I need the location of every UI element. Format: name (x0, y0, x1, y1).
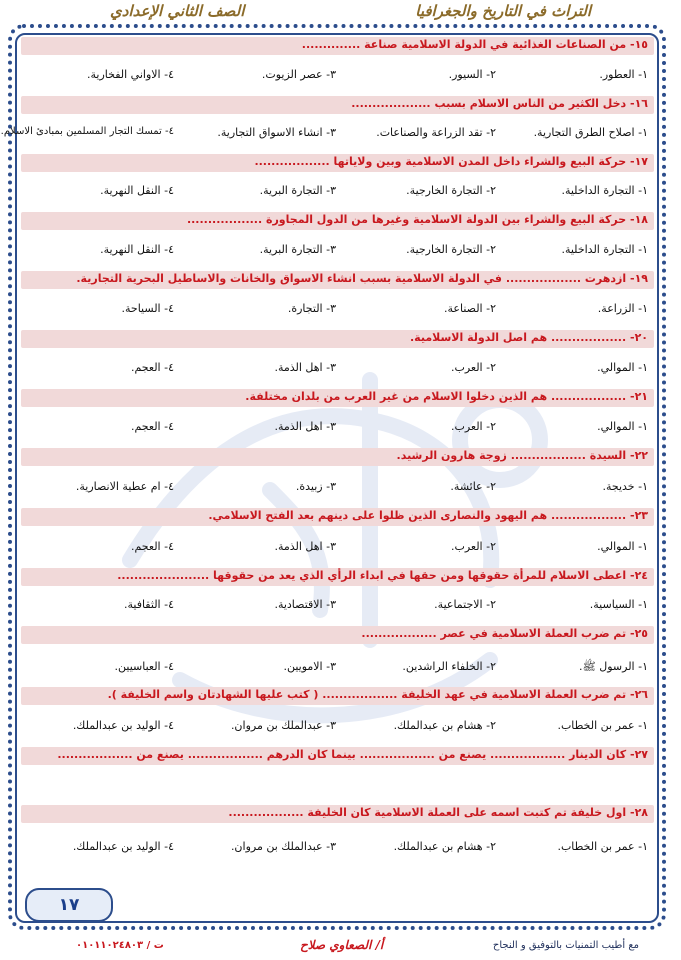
option[interactable]: ٣- التجارة البرية. (259, 184, 336, 197)
question-text: ٢٨- اول خليفة تم كتبت اسمه على العملة الاسلامية كان الخليفة .................. (228, 806, 648, 819)
option[interactable]: ٤- الوليد بن عبدالملك. (72, 719, 174, 732)
option[interactable]: ٢- التجارة الخارجية. (406, 243, 496, 256)
option[interactable]: ٣- انشاء الاسواق التجارية. (217, 126, 336, 139)
question-text: ٢٢- السيدة .................. زوجة هارون الرشيد. (396, 449, 648, 462)
question-26 (21, 687, 654, 705)
option[interactable]: ٢- التجارة الخارجية. (406, 184, 496, 197)
footer-wish: مع أطيب التمنيات بالتوفيق و النجاح (492, 940, 639, 951)
question-28 (21, 805, 654, 823)
question-text: ٢٣- .................. هم اليهود والنصارى الذين ظلوا على دينهم بعد الفتح الاسلامي. (208, 509, 648, 522)
question-text: ١٩- ازدهرت .................. في الدولة الاسلامية بسبب انشاء الاسواق والخانات والاساطيل البحرية التجارية. (76, 272, 648, 285)
option[interactable]: ٢- عائشة. (450, 480, 496, 493)
question-27 (21, 747, 654, 765)
page-header (20, 0, 661, 22)
option[interactable]: ٢- الخلفاء الراشدين. (402, 660, 496, 673)
question-25 (21, 626, 654, 644)
question-24 (21, 568, 654, 586)
option[interactable]: ٣- الامويين. (283, 660, 336, 673)
question-19 (21, 271, 654, 289)
option[interactable]: ٤- النقل النهرية. (100, 184, 174, 197)
options-24 (21, 598, 654, 618)
options-21 (21, 420, 654, 440)
options-19 (21, 302, 654, 322)
option[interactable]: ٢- العرب. (450, 420, 496, 433)
option[interactable]: ٣- الاقتصادية. (274, 598, 336, 611)
option[interactable]: ٤- النقل النهرية. (100, 243, 174, 256)
question-16 (21, 96, 654, 114)
option[interactable]: ٤- ام عطية الانصارية. (75, 480, 174, 493)
option[interactable]: ٤- السياحة. (121, 302, 174, 315)
page-footer (0, 938, 681, 956)
option[interactable]: ٣- عبدالملك بن مروان. (230, 840, 336, 853)
option[interactable]: ١- الرسول ﷺ. (578, 660, 648, 673)
option[interactable]: ١- الزراعة. (597, 302, 648, 315)
question-text: ١٨- حركة البيع والشراء بين الدولة الاسلامية وغيرها من الدول المجاورة .................. (186, 213, 648, 226)
footer-phone: ت / ٠١٠١١٠٢٤٨٠٣ (76, 940, 164, 951)
option[interactable]: ١- الموالي. (597, 420, 648, 433)
options-25 (21, 660, 654, 680)
question-text: ٢٤- اعطى الاسلام للمرأة حقوقها ومن حقها في ابداء الرأي الذي يعد من حقوقها ...................... (117, 569, 648, 582)
question-text: ٢١- .................. هم الذين دخلوا الاسلام من غير العرب من بلدان مختلفة. (245, 390, 648, 403)
options-23 (21, 540, 654, 560)
option[interactable]: ٤- العجم. (130, 420, 174, 433)
option[interactable]: ١- اصلاح الطرق التجارية. (533, 126, 648, 139)
option[interactable]: ٢- هشام بن عبدالملك. (393, 840, 496, 853)
question-text: ١٦- دخل الكثير من الناس الاسلام بسبب ................... (351, 97, 648, 110)
option[interactable]: ١- الموالي. (597, 361, 648, 374)
question-23 (21, 508, 654, 526)
option[interactable]: ٤- الثقافية. (123, 598, 174, 611)
page-number-box (25, 888, 113, 922)
option[interactable]: ٣- عصر الزيوت. (261, 68, 336, 81)
option[interactable]: ٢- الاجتماعية. (434, 598, 496, 611)
question-22 (21, 448, 654, 466)
question-text: ٢٥- تم ضرب العملة الاسلامية في عصر .................. (361, 627, 648, 640)
options-15 (21, 68, 654, 88)
option[interactable]: ٣- التجارة. (287, 302, 336, 315)
option[interactable]: ٢- هشام بن عبدالملك. (393, 719, 496, 732)
option[interactable]: ٤- العباسيين. (114, 660, 174, 673)
option[interactable]: ٣- اهل الذمة. (274, 540, 336, 553)
question-text: ٢٧- كان الدينار .................. يصنع من .................. بينما كان الدرهم .................. يصنع من .................. (57, 748, 648, 761)
question-20 (21, 330, 654, 348)
option[interactable]: ٣- اهل الذمة. (274, 420, 336, 433)
option[interactable]: ٤- العجم. (130, 540, 174, 553)
question-text: ٢٦- تم ضرب العملة الاسلامية في عهد الخليفة .................. ( كتب عليها الشهادتان واسم الخليفة ). (107, 688, 648, 701)
question-text: ١٥- من الصناعات الغذائية في الدولة الاسلامية صناعة .............. (301, 38, 648, 51)
option[interactable]: ١- عمر بن الخطاب. (557, 840, 648, 853)
option[interactable]: ٤- الوليد بن عبدالملك. (72, 840, 174, 853)
header-grade-title: الصف الثاني الإعدادي (110, 2, 245, 20)
option[interactable]: ٢- السيور. (448, 68, 496, 81)
question-18 (21, 212, 654, 230)
question-17 (21, 154, 654, 172)
option[interactable]: ١- خديجة. (602, 480, 648, 493)
option[interactable]: ٢- الصناعة. (444, 302, 496, 315)
option[interactable]: ١- التجارة الداخلية. (561, 243, 648, 256)
page-number: ١٧ (58, 895, 80, 915)
option[interactable]: ٤- تمسك التجار المسلمين بمبادئ الاسلام. (0, 126, 174, 137)
option[interactable]: ١- العطور. (599, 68, 648, 81)
option[interactable]: ١- التجارة الداخلية. (561, 184, 648, 197)
options-22 (21, 480, 654, 500)
options-16 (0, 126, 654, 146)
options-17 (21, 184, 654, 204)
question-15 (21, 37, 654, 55)
question-21 (21, 389, 654, 407)
option[interactable]: ١- السياسية. (589, 598, 648, 611)
option[interactable]: ٤- العجم. (130, 361, 174, 374)
option[interactable]: ١- الموالي. (597, 540, 648, 553)
question-text: ١٧- حركة البيع والشراء داخل المدن الاسلامية وبين ولاياتها .................. (254, 155, 648, 168)
options-18 (21, 243, 654, 263)
option[interactable]: ٤- الاواني الفخارية. (86, 68, 174, 81)
header-subject-title: التراث في التاريخ والجغرافيا (415, 2, 591, 20)
option[interactable]: ٢- العرب. (450, 540, 496, 553)
option[interactable]: ٣- عبدالملك بن مروان. (230, 719, 336, 732)
question-text: ٢٠- .................. هم اصل الدولة الاسلامية. (409, 331, 648, 344)
option[interactable]: ٣- التجارة البرية. (259, 243, 336, 256)
options-28 (21, 840, 654, 860)
option[interactable]: ٣- اهل الذمة. (274, 361, 336, 374)
options-26 (21, 719, 654, 739)
option[interactable]: ١- عمر بن الخطاب. (557, 719, 648, 732)
option[interactable]: ٢- تقد الزراعة والصناعات. (376, 126, 496, 139)
options-20 (21, 361, 654, 381)
option[interactable]: ٢- العرب. (450, 361, 496, 374)
option[interactable]: ٣- زبيدة. (295, 480, 336, 493)
footer-teacher-name: أ/ الصعاوي صلاح (300, 938, 384, 952)
